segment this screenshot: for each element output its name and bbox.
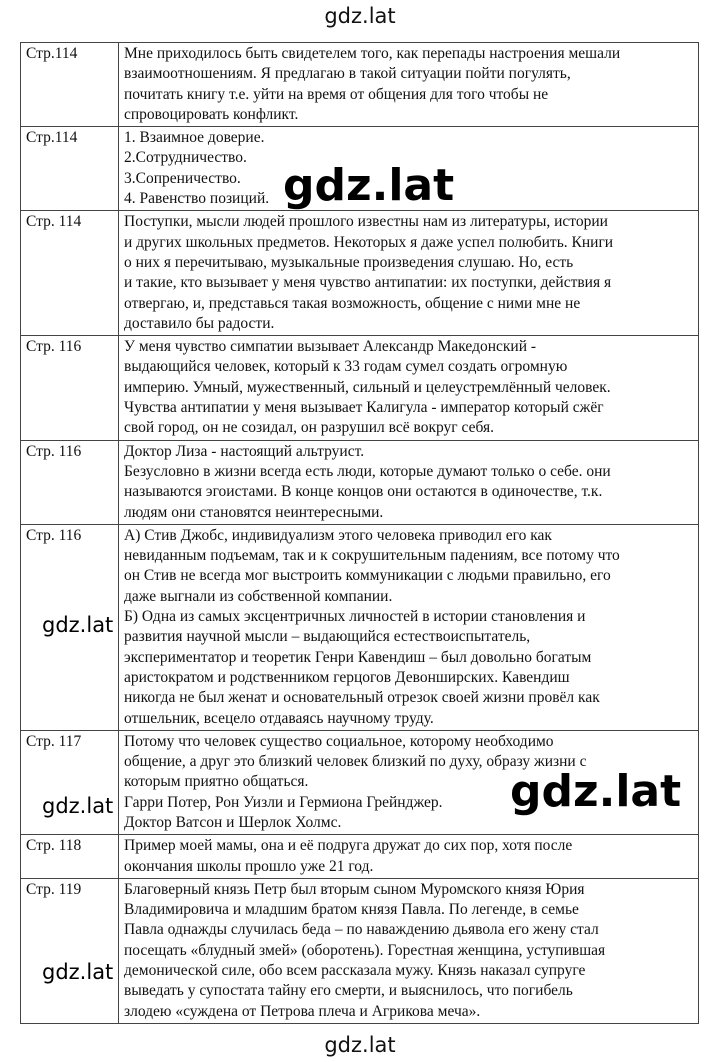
answer-row [21, 43, 699, 127]
answer-text [119, 336, 699, 440]
page-reference: Стр. 116 [21, 336, 119, 440]
page-reference: Стр. 116 [21, 524, 119, 730]
answer-line: выведать у супостата тайну его смерти, и выяснилось, что погибель [124, 982, 573, 1000]
answer-line: злодею «суждена от Петрова плеча и Агрикова меча». [124, 1002, 481, 1020]
answer-row [21, 211, 699, 336]
answer-line: империю. Умный, мужественный, сильный и целеустремлённый человек. [124, 378, 611, 396]
watermark-top: gdz.lat [324, 4, 396, 28]
answer-text [119, 835, 699, 879]
answer-line: даже выгнали из собственной компании. [124, 587, 393, 605]
answer-line: и такие, кто вызывает у меня чувство антипатии: их поступки, действия я [124, 274, 612, 292]
page-reference: Стр. 117 [21, 730, 119, 834]
answer-line: называются эгоистами. В конце концов они остаются в одиночестве, т.к. [124, 483, 603, 501]
answer-line: Владимировича и младшим братом князя Павла. По легенде, в семье [124, 901, 579, 919]
answer-text [119, 43, 699, 127]
answer-line: экспериментатор и теоретик Генри Кавендиш – был довольно богатым [124, 648, 592, 666]
answer-line: Потому что человек существо социальное, которому необходимо [124, 732, 554, 750]
answer-line: 4. Равенство позиций. [124, 190, 270, 208]
page-reference: Стр. 114 [21, 211, 119, 336]
answer-line: Доктор Лиза - настоящий альтруист. [124, 442, 365, 460]
watermark-side-1: gdz.lat [42, 613, 114, 637]
answer-line: которым приятно общаться. [124, 773, 309, 791]
watermark-large-1: gdz.lat [283, 160, 455, 211]
answer-line: Доктор Ватсон и Шерлок Холмс. [124, 813, 342, 831]
answer-line: аристократом и родственником герцогов Девонширских. Кавендиш [124, 668, 570, 686]
answer-line: 3.Сопреничество. [124, 169, 241, 187]
page-reference: Стр. 118 [21, 835, 119, 879]
answer-line: отшельник, всецело отдаваясь научному труду. [124, 709, 434, 727]
answer-row [21, 835, 699, 879]
answer-text [119, 524, 699, 730]
answer-line: людям они становятся неинтересными. [124, 503, 384, 521]
answer-line: свой город, он не созидал, он разрушил всё вокруг себя. [124, 419, 494, 437]
answer-line: о них я перечитываю, музыкальные произведения слушаю. Но, есть [124, 253, 574, 271]
answer-line: Мне приходилось быть свидетелем того, как перепады настроения мешали [124, 45, 621, 62]
answer-line: никогда не был женат и основательный отрезок своей жизни провёл как [124, 689, 600, 707]
watermark-large-2: gdz.lat [510, 766, 682, 817]
answer-text [119, 878, 699, 1023]
answer-line: доставило бы радости. [124, 314, 275, 332]
answer-line: 2.Сотрудничество. [124, 149, 247, 167]
answer-line: Гарри Потер, Рон Уизли и Гермиона Грейнджер. [124, 793, 443, 811]
answer-line: выдающийся человек, который к 33 годам сумел создать огромную [124, 358, 568, 376]
answer-row [21, 336, 699, 440]
answer-line: У меня чувство симпатии вызывает Александр Македонский - [124, 338, 537, 356]
answer-line: демонической силе, обо всем рассказала мужу. Князь наказал супруге [124, 962, 586, 980]
answer-line: и других школьных предметов. Некоторых я даже успел полюбить. Книги [124, 233, 614, 251]
answer-line: невиданным подъемам, так и к сокрушительным падениям, все потому что [124, 547, 620, 565]
answer-line: развития научной мысли – выдающийся естествоиспытатель, [124, 628, 531, 646]
answer-line: спровоцировать конфликт. [124, 105, 299, 123]
answer-line: общение, а друг это близкий человек близкий по духу, образу жизни с [124, 753, 587, 771]
page-reference: Стр. 119 [21, 878, 119, 1023]
answer-text [119, 211, 699, 336]
answer-line: А) Стив Джобс, индивидуализм этого человека приводил его как [124, 526, 552, 544]
answer-row [21, 440, 699, 524]
answer-line: Б) Одна из самых эксцентричных личностей в истории становления и [124, 608, 586, 626]
answer-line: Пример моей мамы, она и её подруга дружат до сих пор, хотя после [124, 837, 573, 855]
page-reference: Стр. 116 [21, 440, 119, 524]
page-reference: Стр.114 [21, 43, 119, 127]
answer-line: почитать книгу т.е. уйти на время от общения для того чтобы не [124, 85, 549, 103]
answer-line: отвергаю, и, представься такая возможность, общение с ними мне не [124, 294, 581, 312]
answer-line: взаимоотношениям. Я предлагаю в такой ситуации пойти погулять, [124, 65, 571, 83]
watermark-bottom: gdz.lat [324, 1033, 396, 1057]
answer-line: он Стив не всегда мог выстроить коммуникации с людьми правильно, его [124, 567, 611, 585]
answer-line: 1. Взаимное доверие. [124, 129, 265, 147]
answer-row [21, 878, 699, 1023]
watermark-side-2: gdz.lat [42, 794, 114, 818]
page-reference: Стр.114 [21, 127, 119, 211]
answer-text [119, 440, 699, 524]
watermark-side-3: gdz.lat [42, 960, 114, 984]
answer-line: Безусловно в жизни всегда есть люди, которые думают только о себе. они [124, 462, 611, 480]
answer-line: Поступки, мысли людей прошлого известны нам из литературы, истории [124, 213, 608, 231]
answer-line: Благоверный князь Петр был вторым сыном Муромского князя Юрия [124, 880, 585, 898]
answer-row [21, 524, 699, 730]
answer-line: Чувства антипатии у меня вызывает Калигула - император который сжёг [124, 399, 604, 417]
answer-line: окончания школы прошло уже 21 год. [124, 857, 374, 875]
answer-line: посещать «блудный змей» (оборотень). Горестная женщина, уступившая [124, 941, 606, 959]
answer-line: Павла однажды случилась беда – по наваждению дьявола его жену стал [124, 921, 599, 939]
